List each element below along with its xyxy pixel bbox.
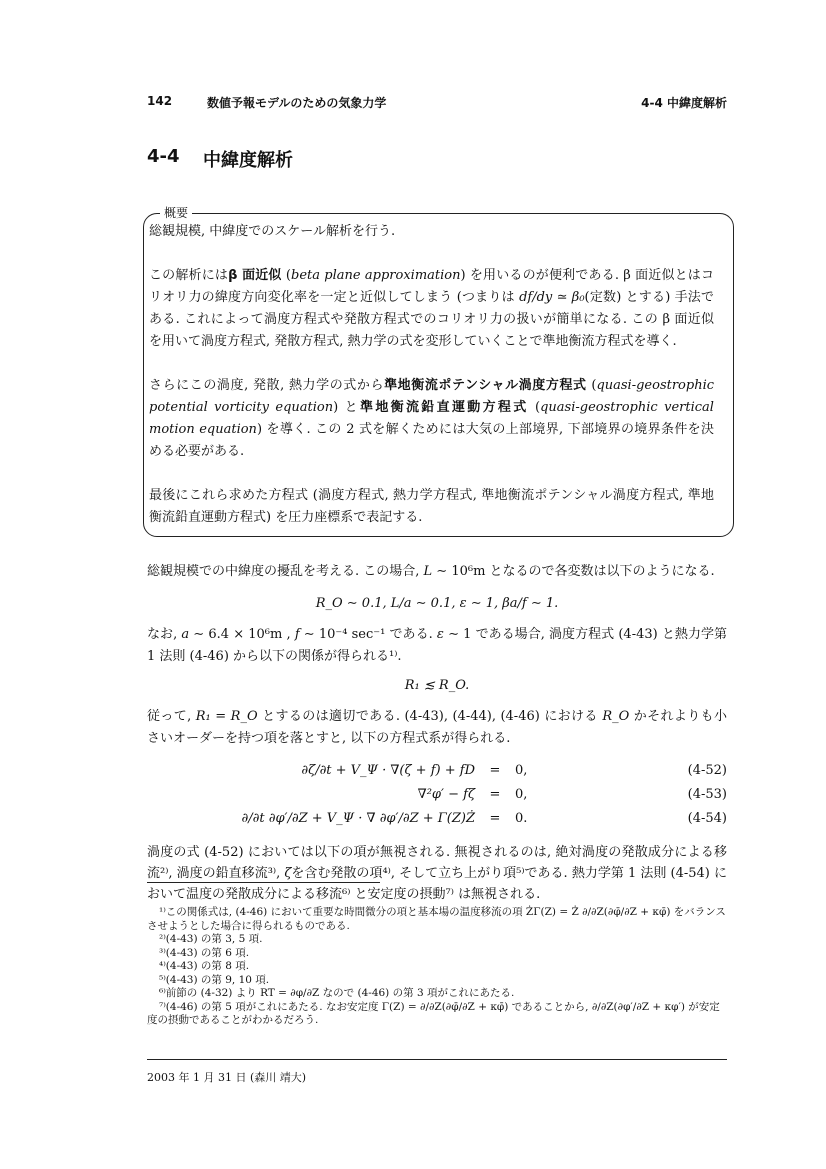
italic-text: ε	[436, 627, 444, 642]
equation-system	[147, 758, 727, 830]
summary-paragraph	[149, 221, 714, 243]
equation-relation: R₁ ≲ R_O.	[404, 678, 470, 693]
text-segment: (	[281, 268, 291, 283]
book-title: 数値予報モデルのための気象力学	[207, 96, 387, 110]
equation-number: (4-52)	[687, 762, 727, 778]
italic-text: a	[181, 627, 190, 642]
footnote: ²⁾(4-43) の第 3, 5 項.	[159, 933, 263, 945]
equation-scales: R_O ∼ 0.1, L/a ∼ 0.1, ε ∼ 1, βa/f ∼ 1.	[315, 596, 559, 611]
text-segment: (定数) とする) 手法である. これによって渦度方程式や発散方程式でのコリオリ力の扱いが簡単になる. この β 面近似を用いて渦度方程式, 発散方程式, 熱力学の式を変形していくことで準地衡流方程式を導く.	[149, 290, 714, 349]
footnote: ³⁾(4-43) の第 6 項.	[159, 946, 250, 959]
text-segment: さらにこの渦度, 発散, 熱力学の式から	[149, 378, 385, 393]
footnotes	[147, 906, 727, 1028]
italic-text: L	[423, 564, 433, 579]
text-segment: ) を導く. この 2 式を解くためには大気の上部境界, 下部境界の境界条件を決める必要がある.	[149, 422, 714, 459]
equation-rhs: 0.	[515, 810, 528, 826]
equation-lhs: ∂ζ/∂t + V_Ψ · ∇(ζ + f) + fD	[301, 762, 475, 778]
text-segment: 渦度の式 (4-52) においては以下の項が無視される. 無視されるのは, 絶対渦度の発散成分による移流²⁾, 渦度の鉛直移流³⁾,	[147, 845, 727, 881]
body-paragraph	[147, 842, 727, 905]
bold-term: 準地衡流ポテンシャル渦度方程式	[384, 378, 587, 393]
footnote: ¹⁾この関係式は, (4-46) において重要な時間微分の項と基本場の温度移流の項 ŻΓ(Z) = Ż ∂/∂Z(∂φ̄/∂Z + κφ̄) をバランスさせようとした場合に得られるものである.	[147, 906, 726, 932]
footnote: ⁵⁾(4-43) の第 9, 10 項.	[159, 973, 270, 986]
section-title: 中緯度解析	[203, 150, 293, 171]
text-segment: かそれよりも小さいオーダーを持つ項を落とすと, 以下の方程式系が得られる.	[147, 709, 728, 746]
running-section: 4-4 中緯度解析	[641, 96, 727, 110]
bold-term: β 面近似	[228, 268, 282, 283]
equation-row	[147, 758, 727, 782]
text-segment: ∼ 1 である場合, 渦度方程式 (4-43) と熱力学第 1 法則 (4-46) から以下の関係が得られる¹⁾.	[147, 627, 728, 664]
footnote: ⁶⁾前節の (4-32) より RT = ∂φ/∂Z なので (4-46) の第 3 項がこれにあたる.	[159, 987, 515, 999]
equals-sign: =	[489, 762, 501, 778]
text-segment: ∼ 10⁻⁴ sec⁻¹ である.	[299, 627, 437, 642]
italic-text: df/dy ≃ β₀	[519, 290, 585, 305]
italic-text: quasi-geostrophic potential vorticity equation	[149, 378, 715, 415]
text-segment: 総観規模での中緯度の擾乱を考える. この場合,	[147, 564, 424, 579]
text-segment: この解析には	[149, 268, 229, 283]
equation-row	[147, 782, 727, 806]
equation-row	[147, 806, 727, 830]
footer-rule	[147, 1059, 727, 1060]
equals-sign: =	[489, 786, 501, 802]
body-paragraph	[147, 624, 727, 668]
text-segment: (	[586, 378, 597, 393]
equation-number: (4-54)	[687, 810, 727, 826]
text-segment: 総観規模, 中緯度でのスケール解析を行う.	[149, 224, 396, 239]
footer-date-author: 2003 年 1 月 31 日 (森川 靖大)	[147, 1071, 307, 1084]
body-paragraph	[147, 561, 727, 583]
equals-sign: =	[489, 810, 501, 826]
equation-lhs: ∂/∂t ∂φ′/∂Z + V_Ψ · ∇ ∂φ′/∂Z + Γ(Z)Ż	[241, 810, 475, 826]
text-segment: ) と	[333, 400, 360, 415]
text-segment: ∼ 10⁶m となるので各変数は以下のようになる.	[432, 564, 715, 579]
summary-paragraph	[149, 375, 714, 463]
text-segment: (	[528, 400, 541, 415]
italic-text: f	[294, 627, 300, 642]
footnote-rule	[147, 882, 380, 883]
italic-text: ζ	[284, 866, 292, 881]
summary-paragraph	[149, 265, 714, 353]
page-number: 142	[147, 94, 173, 108]
summary-paragraph	[149, 485, 714, 529]
body-paragraph	[147, 706, 727, 750]
text-segment: ∼ 6.4 × 10⁶m ,	[189, 627, 295, 642]
text-segment: 従って,	[147, 709, 196, 724]
italic-text: quasi-geostrophic vertical motion equation	[149, 400, 714, 437]
summary-label: 概要	[160, 204, 192, 221]
equation-number: (4-53)	[687, 786, 727, 802]
footnote: ⁷⁾(4-46) の第 5 項がこれにあたる. なお安定度 Γ(Z) = ∂/∂Z(∂φ̄/∂Z + κφ̄) であることから, ∂/∂Z(∂φ′/∂Z + κφ′) が安定度の摂動であることがわかるだろう.	[147, 1000, 720, 1026]
text-segment: ) を用いるのが便利である. β 面近似とはコリオリ力の緯度方向変化率を一定と近似してしまう (つまりは	[149, 268, 714, 305]
footnote: ⁴⁾(4-43) の第 8 項.	[159, 960, 250, 972]
text-segment: とするのは適切である. (4-43), (4-44), (4-46) における	[257, 709, 603, 724]
bold-term: 準地衡流鉛直運動方程式	[360, 400, 529, 415]
italic-text: R₁ = R_O	[195, 709, 258, 724]
italic-text: R_O	[602, 709, 630, 724]
equation-lhs: ∇²φ′ − fζ	[417, 786, 475, 802]
equation-rhs: 0,	[515, 786, 528, 802]
equation-rhs: 0,	[515, 762, 528, 778]
text-segment: 最後にこれら求めた方程式 (渦度方程式, 熱力学方程式, 準地衡流ポテンシャル渦度方程式, 準地衡流鉛直運動方程式) を圧力座標系で表記する.	[149, 488, 714, 525]
text-segment: を含む発散の項⁴⁾, そして立ち上がり項⁵⁾である. 熱力学第 1 法則 (4-54) において温度の発散成分による移流⁶⁾ と安定度の摂動⁷⁾ は無視される.	[147, 866, 727, 902]
section-number: 4-4	[147, 146, 180, 167]
text-segment: なお,	[147, 627, 182, 642]
italic-text: beta plane approximation	[291, 268, 461, 283]
